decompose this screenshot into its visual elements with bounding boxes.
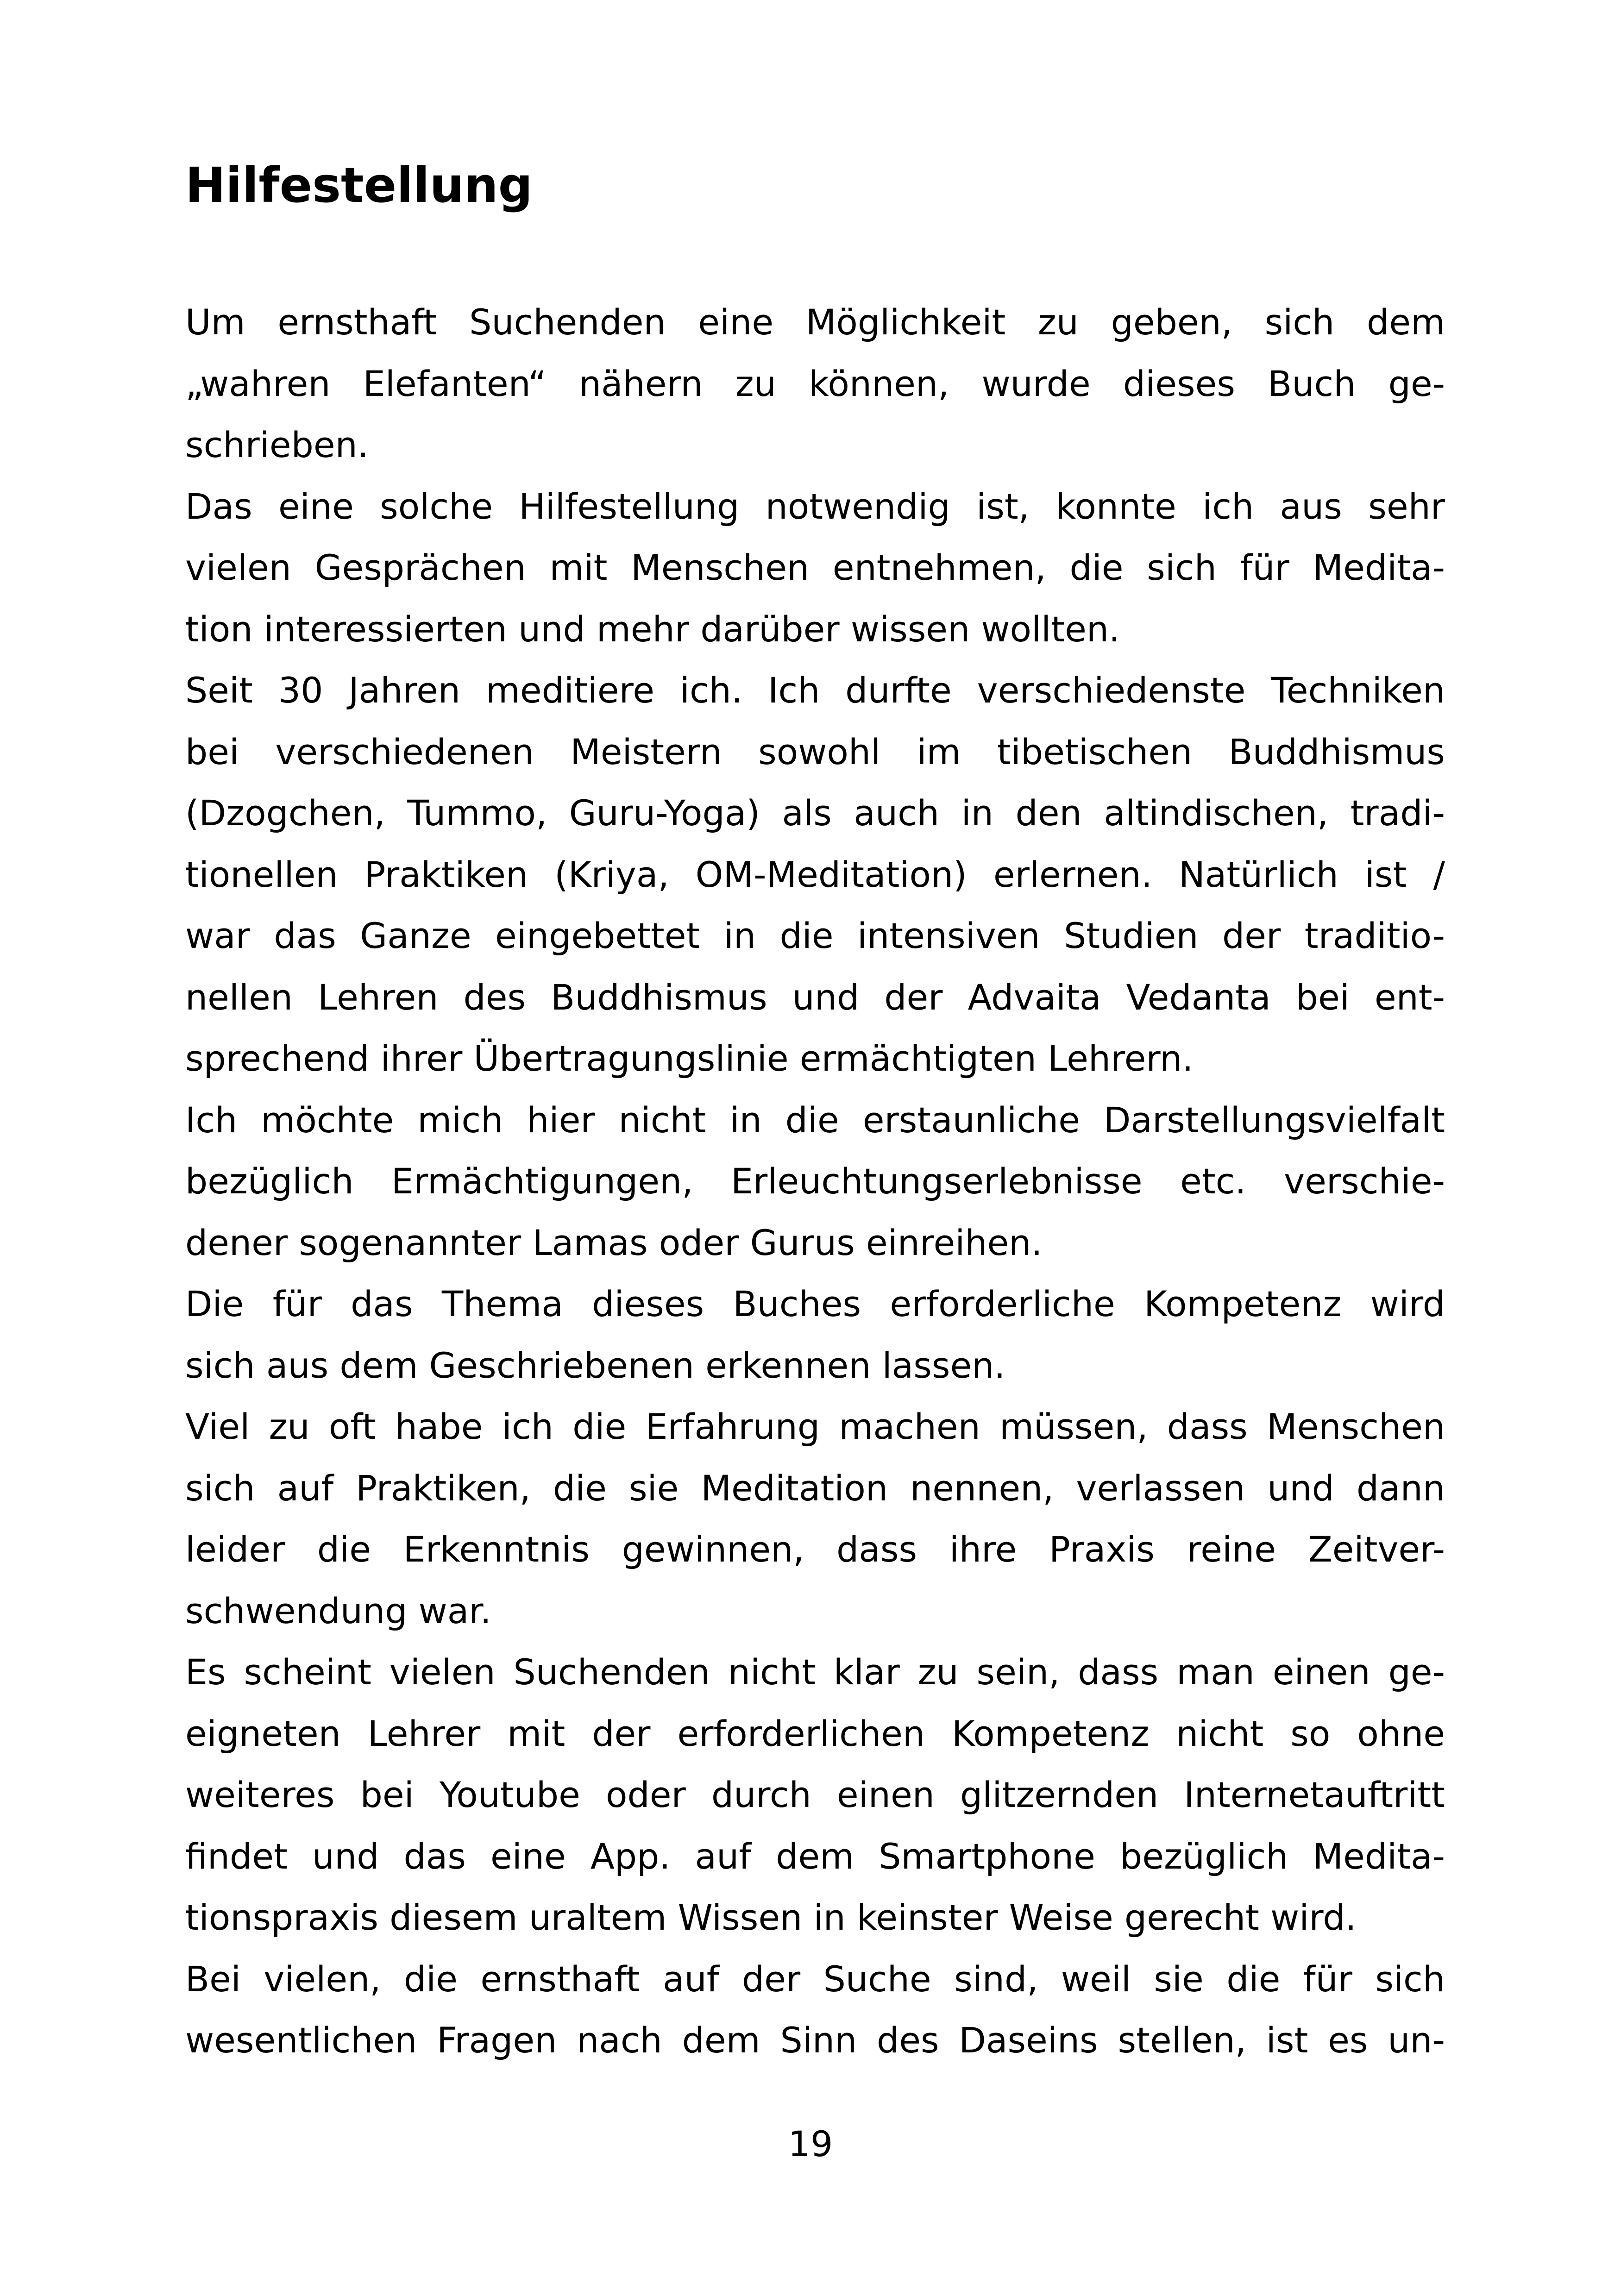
text-line: wesentlichen Fragen nach dem Sinn des Daseins stellen, ist es un- — [185, 2020, 1445, 2061]
text-line: weiteres bei Youtube oder durch einen glitzernden Internetauftritt — [185, 1774, 1445, 1815]
text-line: tion interessierten und mehr darüber wissen wollten. — [185, 608, 1120, 650]
text-line: tionellen Praktiken (Kriya, OM-Meditation) erlernen. Natürlich ist / — [185, 853, 1445, 895]
text-line: sprechend ihrer Übertragungslinie ermächtigten Lehrern. — [185, 1038, 1194, 1079]
text-line: tionspraxis diesem uraltem Wissen in keinster Weise gerecht wird. — [185, 1897, 1357, 1938]
text-line: Es scheint vielen Suchenden nicht klar zu sein, dass man einen ge- — [185, 1651, 1445, 1693]
page-number: 19 — [788, 2123, 833, 2164]
text-line: bei verschiedenen Meistern sowohl im tibetischen Buddhismus — [185, 731, 1445, 772]
text-line: Das eine solche Hilfestellung notwendig ist, konnte ich aus sehr — [185, 485, 1445, 527]
text-line: war das Ganze eingebettet in die intensiven Studien der traditio- — [185, 915, 1445, 956]
section-heading: Hilfestellung — [185, 157, 533, 213]
text-line: leider die Erkenntnis gewinnen, dass ihre Praxis reine Zeitver- — [185, 1529, 1445, 1570]
text-line: Seit 30 Jahren meditiere ich. Ich durfte verschiedenste Techniken — [185, 670, 1445, 711]
text-line: Ich möchte mich hier nicht in die erstaunliche Darstellungsvielfalt — [185, 1099, 1445, 1141]
text-line: findet und das eine App. auf dem Smartphone bezüglich Medita- — [185, 1835, 1445, 1877]
text-line: dener sogenannter Lamas oder Gurus einreihen. — [185, 1222, 1043, 1263]
body-paragraph — [185, 292, 1445, 476]
text-line: vielen Gesprächen mit Menschen entnehmen, die sich für Medita- — [185, 547, 1445, 588]
body-paragraph — [185, 660, 1445, 1090]
text-line: Viel zu oft habe ich die Erfahrung machen müssen, dass Menschen — [185, 1406, 1445, 1447]
text-line: Die für das Thema dieses Buches erforderliche Kompetenz wird — [185, 1283, 1445, 1324]
text-line: sich auf Praktiken, die sie Meditation nennen, verlassen und dann — [185, 1467, 1445, 1509]
text-line: nellen Lehren des Buddhismus und der Advaita Vedanta bei ent- — [185, 976, 1445, 1018]
text-line: eigneten Lehrer mit der erforderlichen Kompetenz nicht so ohne — [185, 1713, 1445, 1754]
text-line: schwendung war. — [185, 1590, 491, 1631]
body-paragraph — [185, 1642, 1445, 1949]
text-line: Bei vielen, die ernsthaft auf der Suche sind, weil sie die für sich — [185, 1958, 1445, 2000]
body-paragraph — [185, 1273, 1445, 1396]
body-paragraph — [185, 1949, 1445, 2071]
body-paragraph — [185, 1396, 1445, 1642]
text-line: (Dzogchen, Tummo, Guru-Yoga) als auch in den altindischen, tradi- — [185, 792, 1445, 834]
body-paragraph — [185, 1090, 1445, 1274]
text-line: schrieben. — [185, 424, 369, 465]
body-paragraph — [185, 476, 1445, 660]
text-line: „wahren Elefanten“ nähern zu können, wurde dieses Buch ge- — [185, 363, 1445, 404]
body-text — [185, 292, 1445, 2071]
text-line: Um ernsthaft Suchenden eine Möglichkeit zu geben, sich dem — [185, 301, 1445, 343]
text-line: sich aus dem Geschriebenen erkennen lassen. — [185, 1344, 1005, 1386]
text-line: bezüglich Ermächtigungen, Erleuchtungserlebnisse etc. verschie- — [185, 1161, 1445, 1202]
